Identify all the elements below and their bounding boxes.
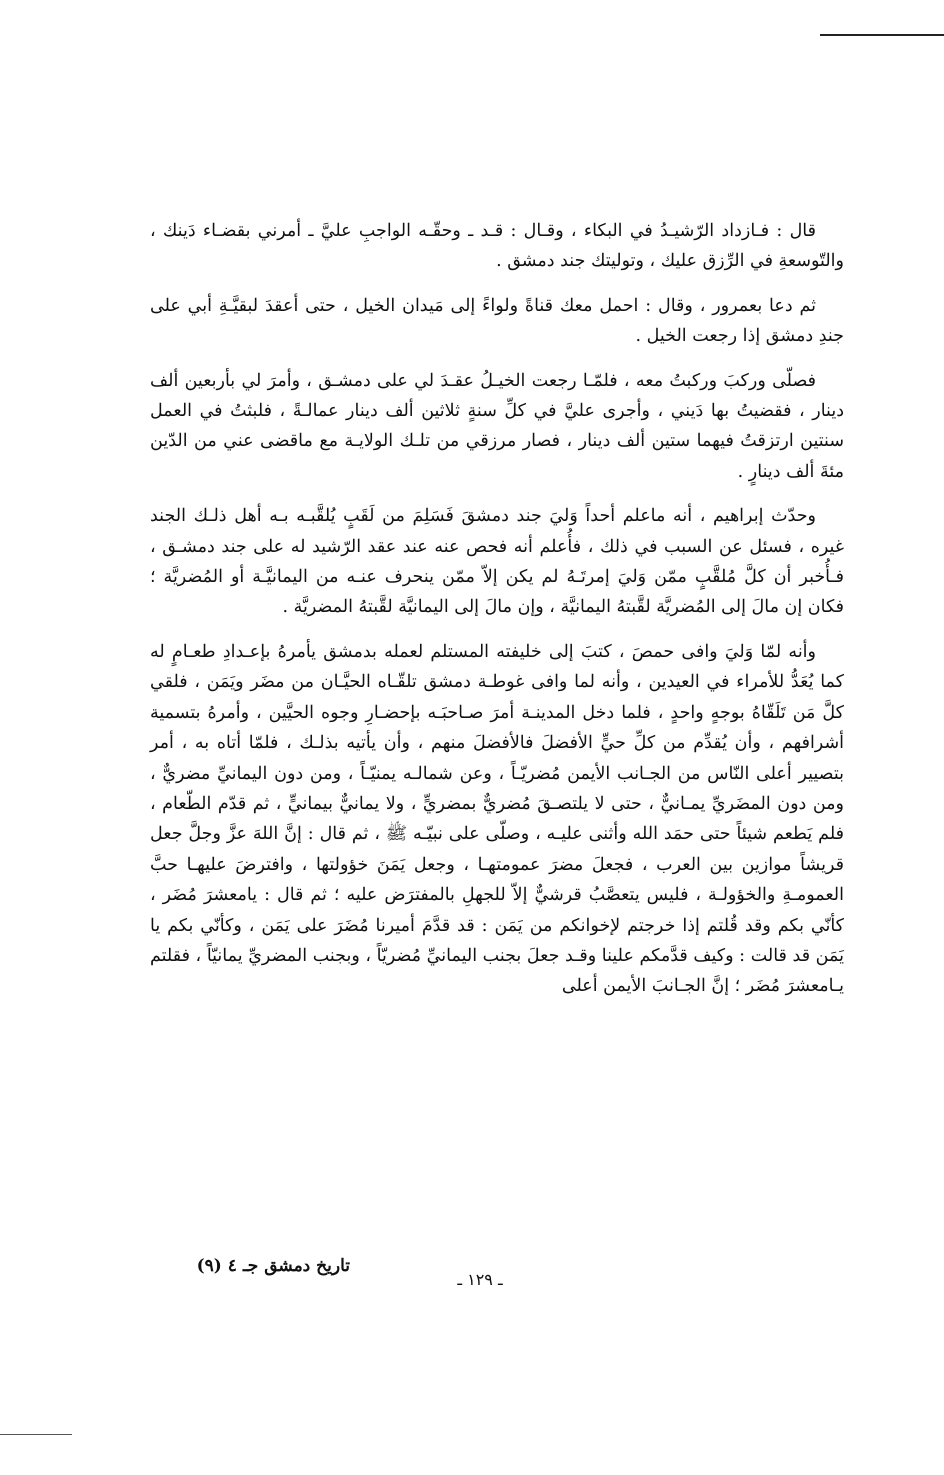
paragraph-4: وحدّث إبراهيم ، أنه ماعلم أحداً وَليَ جند دمشقَ فَسَلِمَ من لَقَبٍ يُلقَّبـه بـه أهل ذلـك الجند غيره ، فسئل عن السبب في ذلك ، فأُعلم أنه فحص عنه عند عقد الرّشيد له على جند دمشـق ، فـأُخبر أن كلَّ مُلقَّبٍ ممّن وَليَ إمرتَـهُ لم يكن إلاّ ممّن ينحرف عنـه من اليمانيَّـة أو المُضريَّة ؛ فكان إن مالَ إلى المُضريَّة لقَّبتهُ اليمانيَّة ، وإن مالَ إلى اليمانيَّة لقَّبتهُ المضريَّة . — [150, 506, 844, 618]
header-rule — [820, 34, 944, 36]
footer-source-title: تاريخ دمشق جـ ٤ (٩) — [196, 1256, 350, 1276]
page-body — [150, 216, 844, 1016]
page-number: ـ ١٢٩ ـ — [457, 1270, 503, 1289]
footer-rule — [0, 1434, 72, 1435]
paragraph-2: ثم دعا بعمرور ، وقال : احمل معك قناةً ولواءً إلى مَيدان الخيل ، حتى أعقدَ لبقيَّـةِ أبي على جندِ دمشق إذا رجعت الخيل . — [150, 295, 844, 347]
paragraph-1: قال : فـازداد الرّشيـدُ في البكاء ، وقـال : قـد ـ وحقّـه الواجبِ عليَّ ـ أمرني بقضـاء دَينك ، والتّوسعةِ في الرِّزق عليك ، وتوليتك جند دمشق . — [150, 221, 844, 272]
paragraph-3: فصلّى وركبَ وركبتُ معه ، فلمّـا رجعت الخيـلُ عقـدَ لي على دمشـق ، وأمرَ لي بأربعين ألف دينار ، فقضيتُ بها دَيني ، وأجرى عليَّ في كلِّ سنةٍ ثلاثين ألف دينار عمالـةً ، فلبثتُ في العمل سنتين ارتزقتُ فيهما ستين ألف دينار ، فصار مرزقي من تلـك الولايـة مع ماقضى عني من الدّين مئةَ ألف دينارٍ . — [150, 370, 844, 482]
paragraph-5: وأنه لمّا وَليَ وافى حمصَ ، كتبَ إلى خليفته المستلم لعمله بدمشق يأمرهُ بإعـدادِ طعـامٍ له كما يُعَدُّ للأمراء في العيدين ، وأنه لما وافى غوطـة دمشق تلقّـاه الحيَّـان من مضَر ويَمَن ، فلقي كلَّ مَن تَلَقّاهُ بوجهٍ واحدٍ ، فلما دخل المدينـة أمرَ صـاحبَـه بإحضـارِ وجوه الحيَّين ، وأمرهُ بتسمية أشرافهم ، وأن يُقدِّم من كلِّ حيٍّ الأفضلَ فالأفضلَ منهم ، وأن يأتيه بذلـك ، فلمّا أتاه به ، أمر بتصيير أعلى النّاس من الجـانب الأيمن مُضريّـاً ، وعن شمالـه يمنيّـاً ، ومن دون اليمانيِّ مضريٌّ ، ومن دون المضَريِّ يمـانيٌّ ، حتى لا يلتصـقَ مُضريٌّ بمضريٍّ ، ولا يمانيٌّ بيمانيٍّ ، ثم قدّم الطّعام ، فلم يَطعم شيئاً حتى حمَد الله وأثنى عليـه ، وصلّى على نبيّـه ﷺ ، ثم قال : إنَّ اللهَ عزَّ وجلَّ جعل قريشاً موازين بين العرب ، فجعلَ مضرَ عمومتهـا ، وجعل يَمَنَ خؤولتها ، وافترضَ عليهـا حبَّ العمومـةِ والخؤولـة ، فليس يتعصَّبُ قرشيٌّ إلاّ للجهلِ بالمفترَض عليه ؛ ثم قال : يامعشرَ مُضَر ، كأنّي بكم وقد قُلتم إذا خرجتم لإخوانكم من يَمَن : قد قدَّمَ أميرنا مُضَرَ على يَمَن ، وكأنّي بكم يا يَمَن قد قالت : وكيف قدَّمكم علينا وقـد جعلَ بجنب اليمانيِّ مُضريّاً ، وبجنب المضريِّ يمانيّاً ، فقلتم يـامعشرَ مُضَر ؛ إنَّ الجـانبَ الأيمن أعلى — [150, 641, 844, 997]
